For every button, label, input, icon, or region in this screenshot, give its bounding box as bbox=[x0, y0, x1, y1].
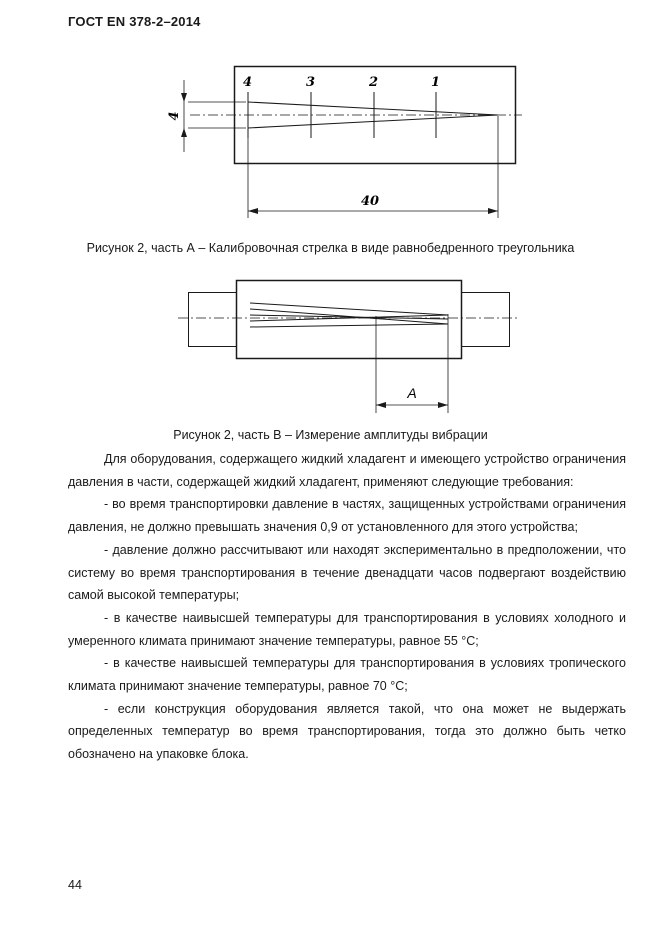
fig-a-triangle-bottom bbox=[248, 115, 498, 128]
paragraph-item-3: - в качестве наивысшей температуры для транспортирования в условиях холодного и умеренного климата принимают значение температуры, равное 55 °C; bbox=[68, 610, 626, 648]
paragraph-item-4: - в качестве наивысшей температуры для транспортирования в условиях тропического климата принимают значение температуры, равное 70 °C; bbox=[68, 656, 626, 694]
figure-b-vibration-measurement bbox=[0, 268, 661, 428]
paragraph-intro: Для оборудования, содержащего жидкий хладагент и имеющего устройство ограничения давления в части, содержащей жидкий хладагент, применяют следующие требования: bbox=[68, 452, 626, 489]
fig-b-drum bbox=[237, 281, 462, 359]
fig-a-label-2: 2 bbox=[369, 75, 379, 90]
figure-a-caption: Рисунок 2, часть А – Калибровочная стрелка в виде равнобедренного треугольника bbox=[86, 241, 575, 255]
fig-b-wedge-2b bbox=[250, 324, 448, 327]
fig-a-height-value: 4 bbox=[167, 111, 182, 121]
fig-b-dim-label: А bbox=[407, 385, 417, 401]
page-number: 44 bbox=[68, 878, 82, 892]
fig-a-length-value: 40 bbox=[360, 194, 380, 209]
paragraph-item-1: - во время транспортировки давление в частях, защищенных устройствами ограничения давления, не должно превышать значения 0,9 от установленного для этого устройства; bbox=[68, 497, 626, 535]
fig-a-triangle-top bbox=[248, 102, 498, 115]
body-text bbox=[68, 448, 626, 766]
figure-a-calibration-arrow bbox=[0, 0, 661, 230]
paragraph-item-5: - если конструкция оборудования является такой, что она может не выдержать определенных температур во время транспортирования, тогда это должно быть четко обозначено на упаковке блока. bbox=[68, 701, 626, 762]
fig-b-wedge-1a bbox=[250, 303, 448, 315]
fig-b-shaft-right bbox=[462, 293, 510, 347]
fig-a-label-1: 1 bbox=[431, 75, 441, 90]
fig-a-label-3: 3 bbox=[306, 75, 316, 90]
figure-b-caption: Рисунок 2, часть В – Измерение амплитуды вибрации bbox=[173, 428, 488, 442]
paragraph-item-2: - давление должно рассчитывают или находят экспериментально в предположении, что систему во время транспортирования в течение двенадцати часов подвергают воздействию самой высокой температуры; bbox=[68, 542, 626, 603]
fig-a-label-4: 4 bbox=[243, 75, 253, 90]
fig-b-shaft-left bbox=[189, 293, 237, 347]
document-header: ГОСТ EN 378-2–2014 bbox=[68, 14, 201, 29]
